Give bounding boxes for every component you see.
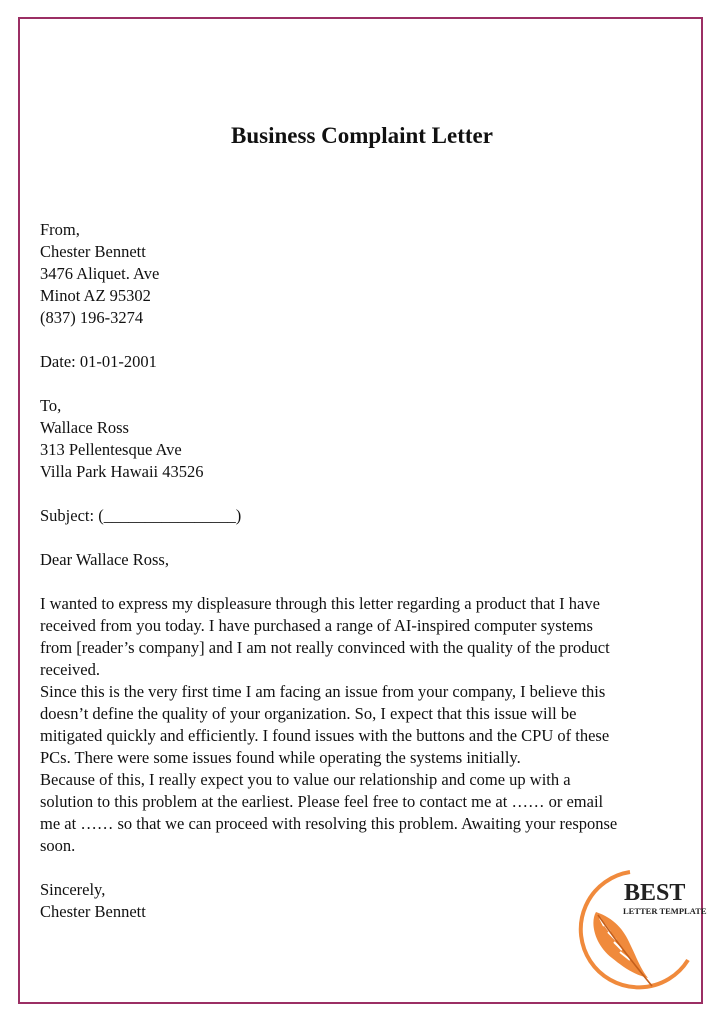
body-line: doesn’t define the quality of your organization. So, I expect that this issue will be	[40, 704, 577, 723]
body-line: solution to this problem at the earliest. Please feel free to contact me at …… or email	[40, 792, 604, 811]
best-letter-template-logo	[560, 860, 708, 996]
logo-graphic	[560, 860, 708, 996]
letter-body	[40, 593, 690, 857]
body-line: PCs. There were some issues found while operating the systems initially.	[40, 748, 521, 767]
body-line: soon.	[40, 836, 76, 855]
sender-name: Chester Bennett	[40, 242, 146, 261]
closing: Sincerely,	[40, 880, 106, 899]
from-label: From,	[40, 220, 80, 239]
recipient-address-line-1: 313 Pellentesque Ave	[40, 440, 182, 459]
letter-date: Date: 01-01-2001	[40, 352, 157, 371]
body-line: mitigated quickly and efficiently. I found issues with the buttons and the CPU of these	[40, 726, 610, 745]
subject-line: Subject: (________________)	[40, 506, 242, 525]
body-line: Since this is the very first time I am facing an issue from your company, I believe this	[40, 682, 606, 701]
sender-address-line-2: Minot AZ 95302	[40, 286, 151, 305]
sender-address-line-1: 3476 Aliquet. Ave	[40, 264, 160, 283]
body-line: from [reader’s company] and I am not really convinced with the quality of the product	[40, 638, 610, 657]
body-line: me at …… so that we can proceed with resolving this problem. Awaiting your response	[40, 814, 618, 833]
to-label: To,	[40, 396, 62, 415]
recipient-name: Wallace Ross	[40, 418, 129, 437]
signature-name: Chester Bennett	[40, 902, 146, 921]
logo-word-letter-template: LETTER TEMPLATE	[623, 906, 707, 916]
recipient-address-line-2: Villa Park Hawaii 43526	[40, 462, 204, 481]
sender-phone: (837) 196-3274	[40, 308, 144, 327]
letter-content	[40, 219, 690, 923]
body-line: received from you today. I have purchased a range of AI-inspired computer systems	[40, 616, 593, 635]
logo-word-best: BEST	[624, 880, 686, 906]
body-line: Because of this, I really expect you to value our relationship and come up with a	[40, 770, 571, 789]
salutation: Dear Wallace Ross,	[40, 550, 169, 569]
letter-title: Business Complaint Letter	[231, 123, 493, 148]
body-line: I wanted to express my displeasure through this letter regarding a product that I have	[40, 594, 600, 613]
body-line: received.	[40, 660, 100, 679]
